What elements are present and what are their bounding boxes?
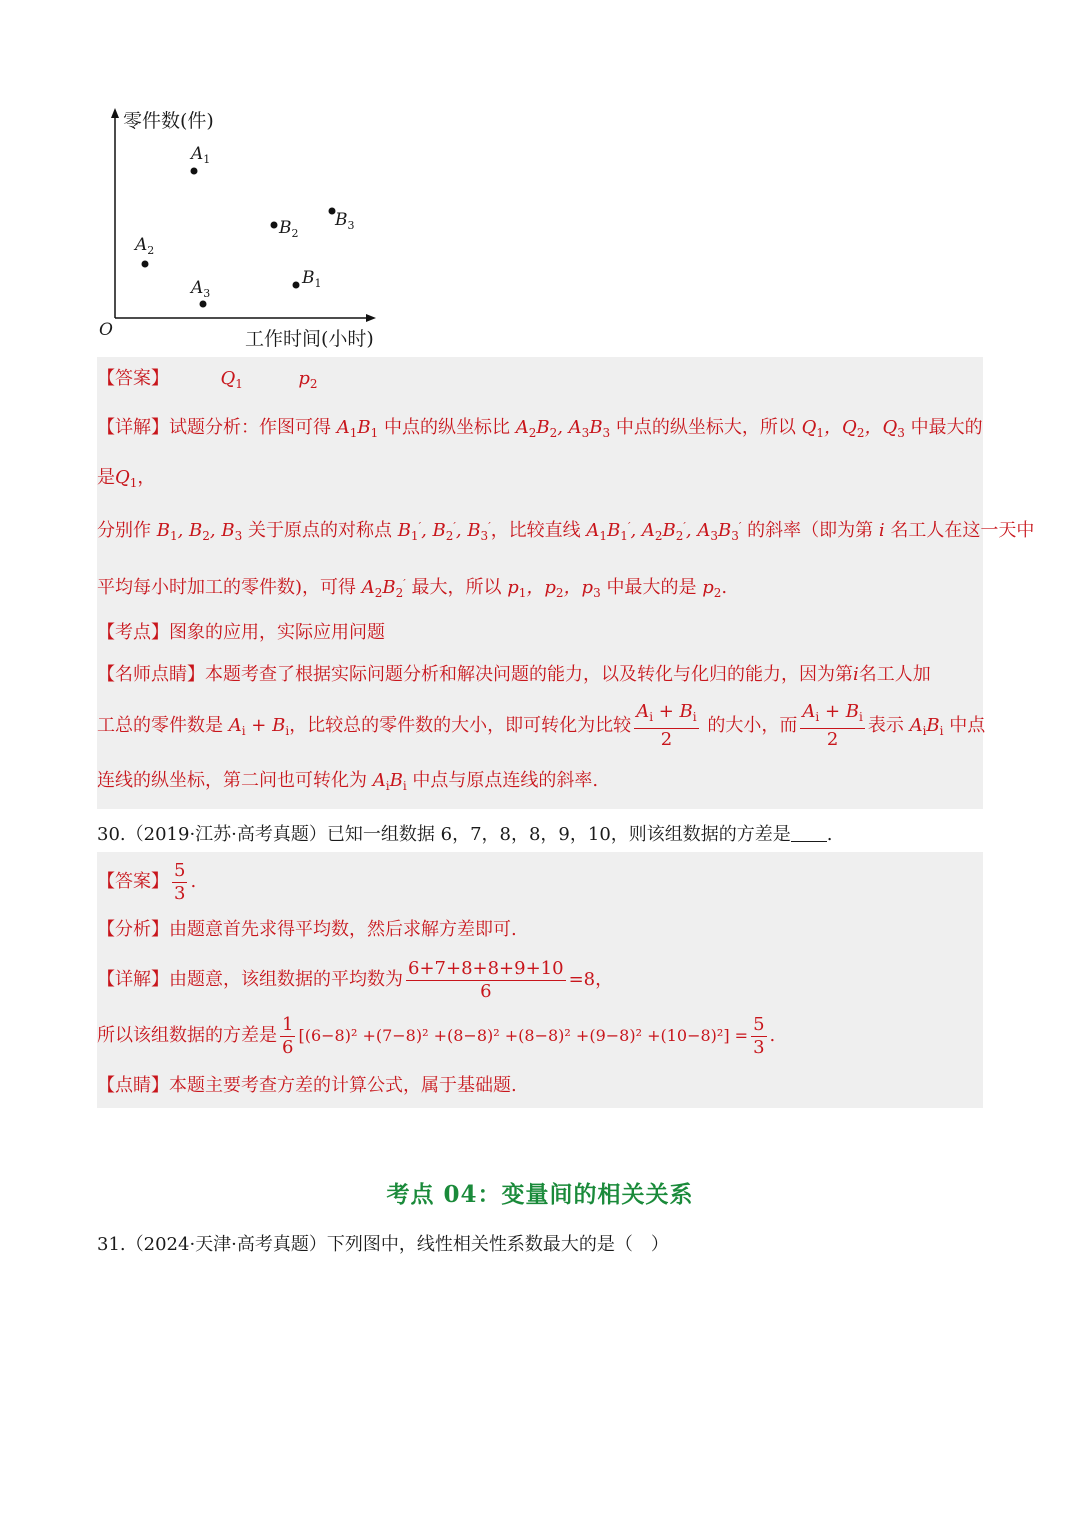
fraction-ai-bi-over-2: $\frac{A_i + B_i}{2}$ [802,701,863,750]
detail-tag: 【详解】 [97,417,169,438]
analysis-line [97,918,517,942]
question-stem: 已知一组数据 6，7，8，8，9，10，则该组数据的方差是 [326,824,791,845]
mingshi-text: 名工人加 [858,664,931,685]
detail-text: 试题分析：作图可得 [169,417,337,438]
point-b1 [293,282,300,289]
analysis-tag: 【分析】 [97,919,169,940]
variance-expression: [(6−8)² +(7−8)² +(8−8)² +(8−8)² +(9−8)² +(10−8)²] = [298,1026,749,1045]
kaodian-text: 图象的应用，实际应用问题 [169,622,385,643]
fraction-ai-bi-over-2: $\frac{A_i + B_i}{2}$ [636,701,697,750]
detail-line-1 [97,416,983,445]
mean-result: =8， [568,969,614,990]
math-a1b1: $A_1B_1$ [336,417,379,440]
mingshi-text: 中点 [943,715,986,736]
question-stem: 下列图中，线性相关性系数最大的是（ ） [326,1234,669,1255]
dianjing-tag: 【点睛】 [97,1075,169,1096]
detail-text: 名工人在这一天中 [884,520,1035,541]
answer-p: $p_2$ [298,368,318,391]
y-axis-label: 零件数(件) [123,110,214,132]
kaodian-tag: 【考点】 [97,622,169,643]
math-a2b2-a3b3: $A_2B_2$, $A_3B_3$ [515,417,611,440]
detail-line-4: 平均每小时加工的零件数)，可得 $A_2B_2'$ 最大，所以 $p_1$，$p_2$，$p_3$ 中最大的是 $p_2$. [97,577,728,600]
question-source: （2019·江苏·高考真题） [125,824,327,845]
answer-line [97,367,318,396]
answer-blank [791,825,827,842]
math-aibi: $A_iB_i$ [909,715,944,738]
detail-text: 中点的纵坐标比 [378,417,516,438]
mean-fraction: $\frac{6+7+8+8+9+10}{6}$ [408,957,564,1002]
mingshi-line-2 [97,701,985,755]
mingshi-text: 工总的零件数是 [97,715,229,736]
label-b3: $B_3$ [335,210,355,232]
label-a1: $A_1$ [191,144,211,166]
math-lines: $A_1B_1'$, $A_2B_2'$, $A_3B_3'$ [586,520,742,543]
answer-fraction: $\frac{5}{3}$ [174,859,186,904]
question-30: 30.（2019·江苏·高考真题）已知一组数据 6，7，8，8，9，10，则该组数据的方差是 . [97,824,833,845]
mingshi-text: 中点与原点连线的斜率. [406,770,599,791]
point-a2 [142,261,149,268]
scatter-figure [95,100,395,356]
math-i: i [878,520,885,541]
dianjing-text: 本题主要考查方差的计算公式，属于基础题. [169,1075,517,1096]
math-b123: $B_1$, $B_2$, $B_3$ [156,520,243,543]
label-b1: $B_1$ [302,268,322,290]
math-q1: $Q_1$ [115,467,138,490]
kaodian-line [97,621,385,645]
detail-text: 所以该组数据的方差是 [97,1025,277,1046]
math-a2b2-prime: $A_2B_2'$ [361,577,406,600]
detail-text: 由题意，该组数据的平均数为 [169,969,403,990]
mingshi-line-1 [97,663,931,687]
math-i: i [853,664,859,685]
mingshi-text: 连线的纵坐标，第二问也可转化为 [97,770,373,791]
variance-coef-fraction: $\frac{1}{6}$ [282,1013,294,1058]
solution-block-30 [97,852,983,1108]
detail-tag: 【详解】 [97,969,169,990]
detail-text: 中最大的是 [600,577,703,598]
dianjing-line [97,1074,517,1098]
detail-text: 的斜率（即为第 [741,520,879,541]
math-q123: $Q_1$，$Q_2$，$Q_3$ [801,417,905,440]
mingshi-tag: 【名师点睛】 [97,664,205,685]
answer-tag: 【答案】 [97,368,169,389]
point-a1 [191,168,198,175]
detail-text: 最大，所以 [405,577,508,598]
detail-line-2: 所以该组数据的方差是 $\frac{1}{6}$ [(6−8)² +(7−8)² +(8−8)² +(8−8)² +(9−8)² +(10−8)²] = $\frac{5}{3}$ . [97,1013,776,1058]
math-p2: $p_2$ [702,577,722,600]
mingshi-text: ，比较总的零件数的大小，即可转化为比较 [289,715,632,736]
question-number: 31. [97,1234,126,1255]
mingshi-text: 表示 [867,715,910,736]
label-a2: $A_2$ [135,235,155,257]
detail-text: 关于原点的对称点 [242,520,398,541]
detail-text: 是 [97,467,115,488]
question-source: （2024·天津·高考真题） [125,1234,327,1255]
detail-text: 中最大的 [904,417,983,438]
label-a3: $A_3$ [191,278,211,300]
math-b123-prime: $B_1'$, $B_2'$, $B_3'$ [397,520,491,543]
origin-label: O [99,320,113,340]
math-aibi: $A_iB_i$ [372,770,407,793]
point-a3 [200,301,207,308]
detail-line-3 [97,515,1034,548]
detail-line-1 [97,956,613,1004]
variance-result-fraction: $\frac{5}{3}$ [753,1013,765,1058]
answer-q: $Q_1$ [220,368,243,391]
mingshi-text: 的大小，而 [701,715,798,736]
math-p123: $p_1$，$p_2$，$p_3$ [507,577,601,600]
mingshi-text: 本题考查了根据实际问题分析和解决问题的能力，以及转化与化归的能力，因为第 [205,664,853,685]
math-ai-plus-bi: $A_i + B_i$ [228,715,290,738]
detail-text: 分别作 [97,520,157,541]
label-b2: $B_2$ [279,218,299,240]
analysis-text: 由题意首先求得平均数，然后求解方差即可. [169,919,517,940]
answer-line: 【答案】 $\frac{5}{3}$ . [97,859,197,904]
detail-line-2: 是$Q_1$， [97,467,156,490]
section-title: 考点 04：变量间的相关关系 [386,1181,694,1208]
question-number: 30. [97,824,126,845]
detail-text: ，比较直线 [490,520,587,541]
x-axis-label: 工作时间(小时) [245,328,374,350]
point-b2 [271,222,278,229]
answer-tag: 【答案】 [97,871,169,892]
solution-block-1 [97,357,1035,809]
detail-text: 中点的纵坐标大，所以 [610,417,802,438]
mingshi-line-3 [97,769,598,798]
question-31 [97,1230,669,1256]
detail-text: 平均每小时加工的零件数)，可得 [97,577,362,598]
